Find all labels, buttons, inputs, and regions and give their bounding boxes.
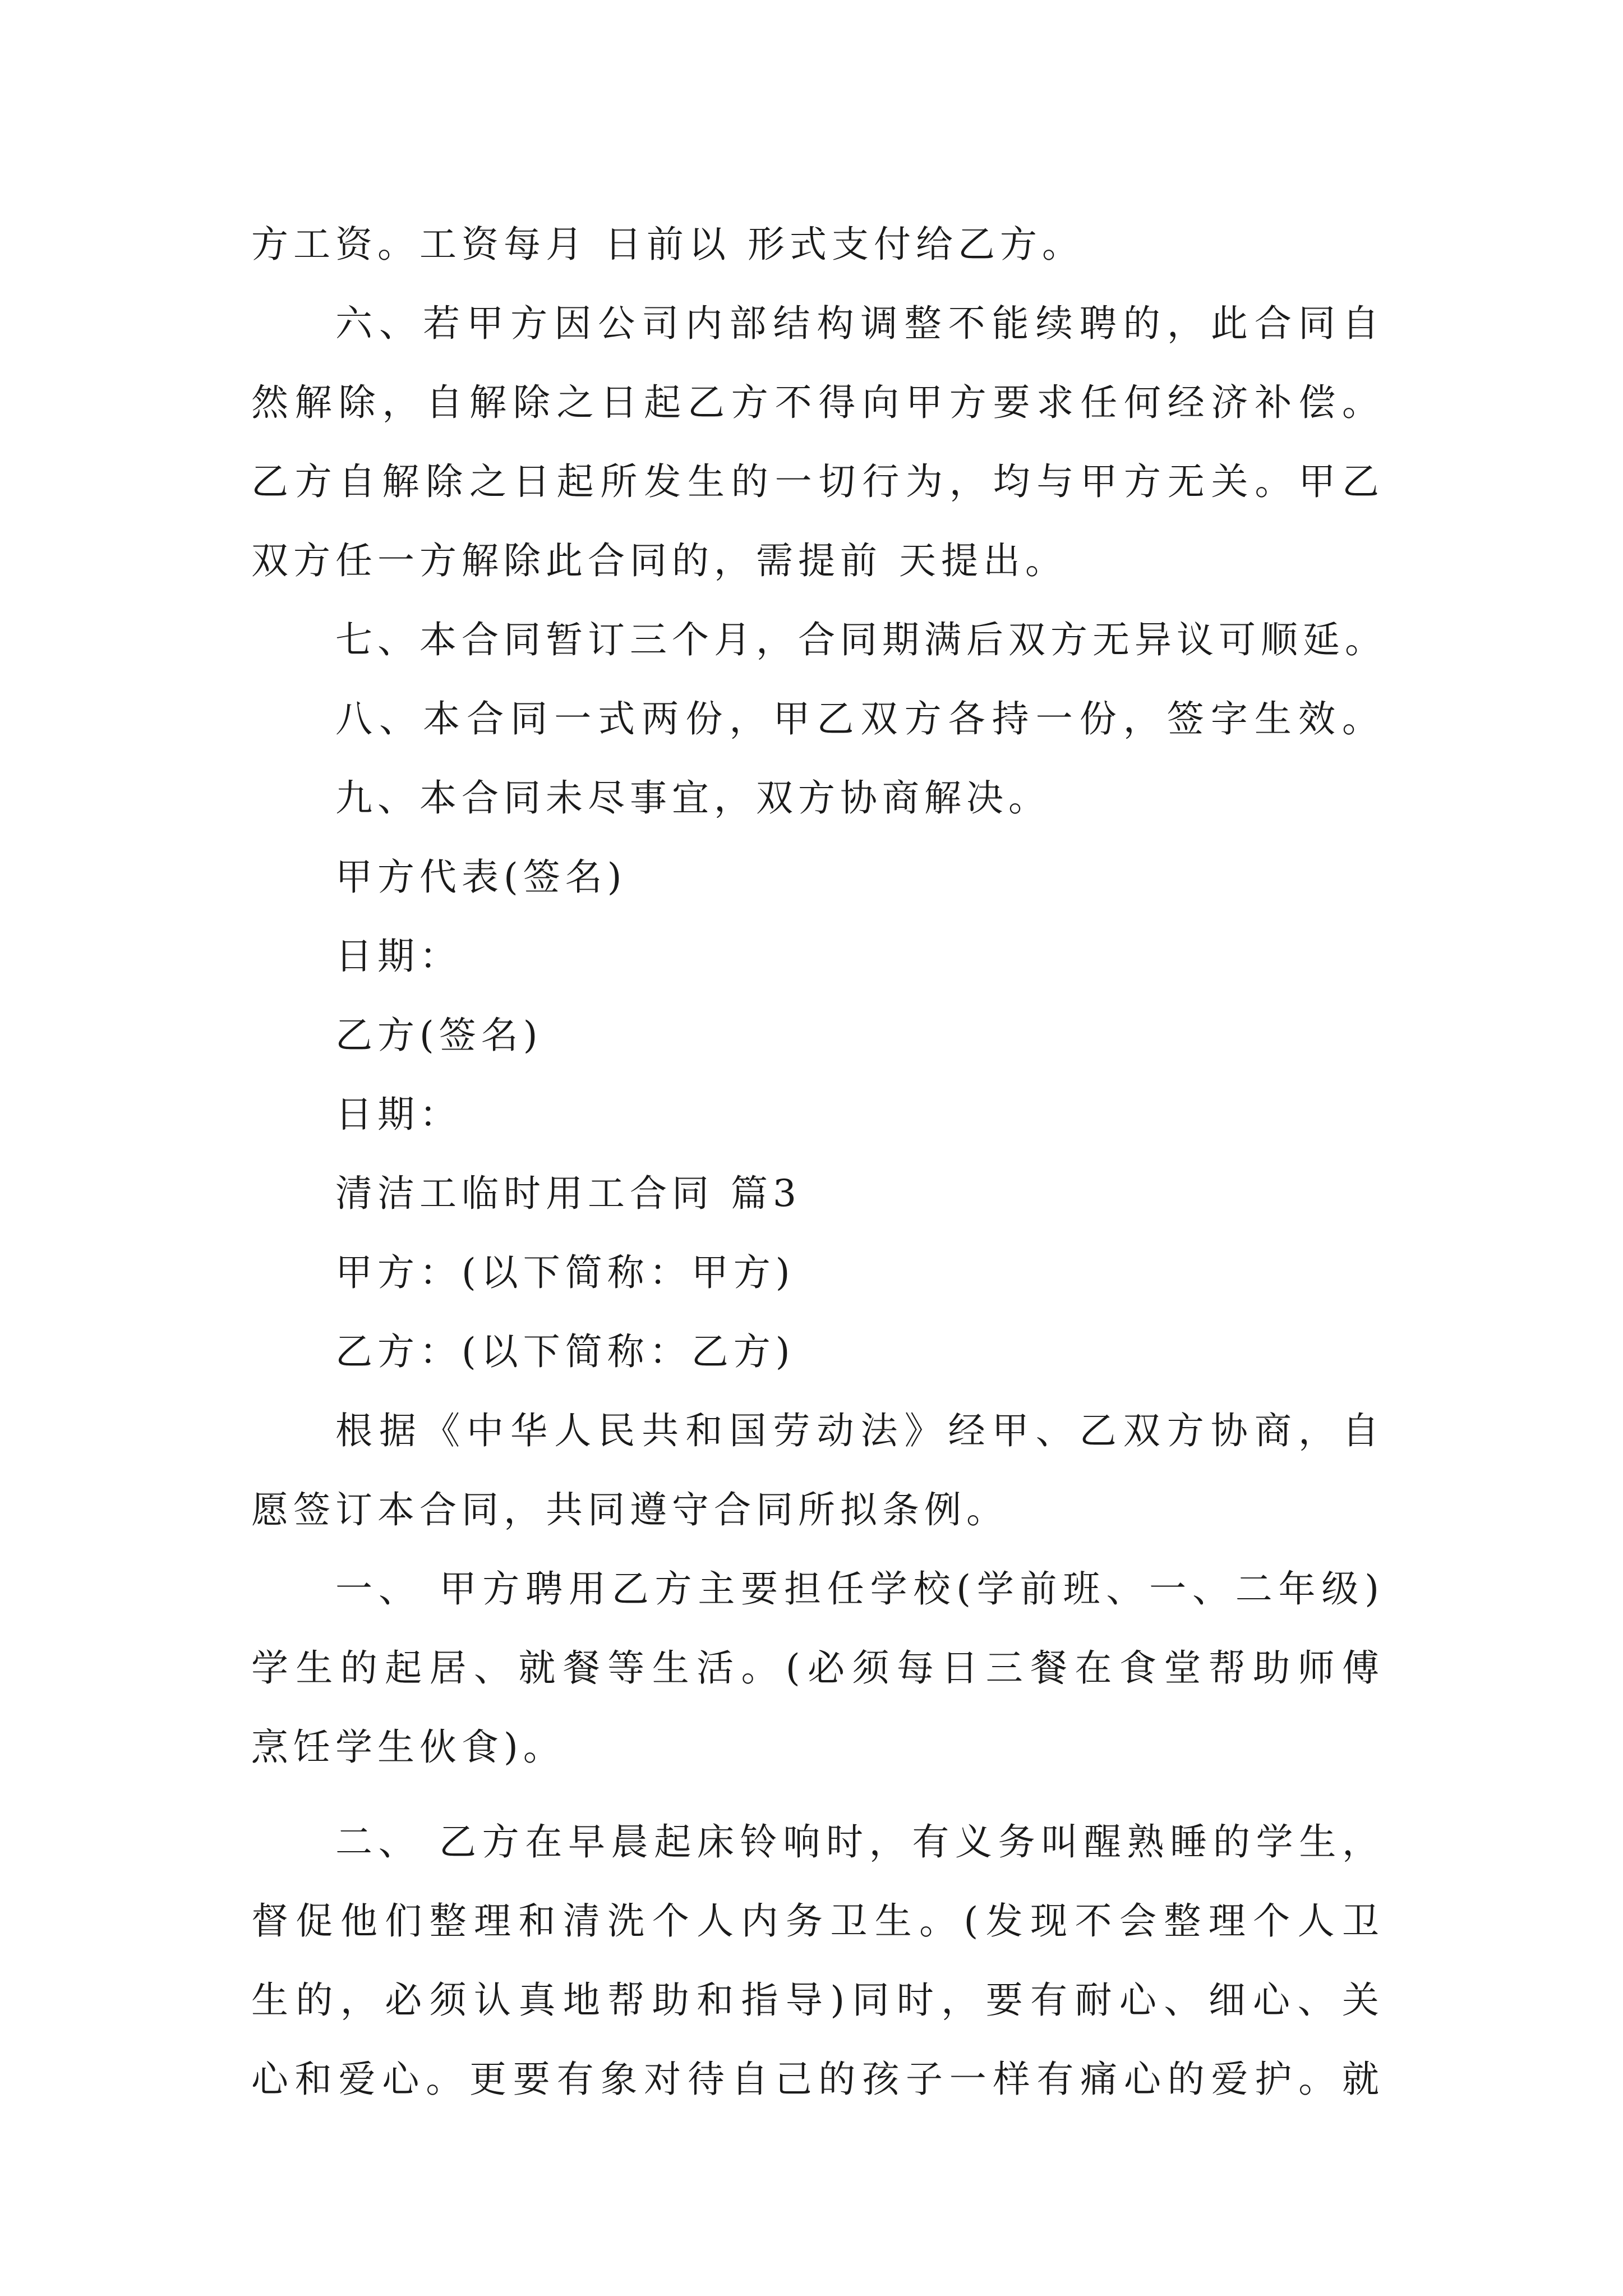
text-line: 根据《中华人民共和国劳动法》经甲、乙双方协商，自: [335, 1409, 1384, 1452]
date-label: 日期：: [335, 1093, 462, 1136]
text-line: 心和爱心。更要有象对待自己的孩子一样有痛心的爱护。就: [251, 2058, 1384, 2101]
text-line: 一、 甲方聘用乙方主要担任学校(学前班、一、二年级): [335, 1567, 1384, 1611]
signature-label: 甲方代表(签名): [335, 855, 627, 899]
text-line: 八、本合同一式两份，甲乙双方各持一份，签字生效。: [335, 697, 1384, 740]
party-line: 乙方：(以下简称：乙方): [335, 1330, 795, 1373]
text-line: 九、本合同未尽事宜，双方协商解决。: [335, 776, 1050, 820]
text-line: 六、若甲方因公司内部结构调整不能续聘的，此合同自: [335, 302, 1384, 345]
text-line: 烹饪学生伙食)。: [251, 1726, 565, 1769]
text-line: 督促他们整理和清洗个人内务卫生。(发现不会整理个人卫: [251, 1899, 1384, 1943]
text-line: 然解除，自解除之日起乙方不得向甲方要求任何经济补偿。: [251, 381, 1384, 424]
text-line: 双方任一方解除此合同的，需提前 天提出。: [251, 539, 1067, 582]
date-label: 日期：: [335, 935, 462, 978]
text-line: 乙方自解除之日起所发生的一切行为，均与甲方无关。甲乙: [251, 460, 1384, 503]
text-line: 学生的起居、就餐等生活。(必须每日三餐在食堂帮助师傅: [251, 1646, 1384, 1690]
text-line: 生的，必须认真地帮助和指导)同时，要有耐心、细心、关: [251, 1978, 1384, 2022]
party-line: 甲方：(以下简称：甲方): [335, 1251, 795, 1294]
text-line: 愿签订本合同，共同遵守合同所拟条例。: [251, 1488, 1008, 1531]
section-heading: 清洁工临时用工合同 篇3: [335, 1172, 801, 1215]
text-line: 二、 乙方在早晨起床铃响时，有义务叫醒熟睡的学生，: [335, 1820, 1384, 1864]
text-line: 七、本合同暂订三个月，合同期满后双方无异议可顺延。: [335, 618, 1387, 661]
signature-label: 乙方(签名): [335, 1014, 543, 1057]
text-line: 方工资。工资每月 日前以 形式支付给乙方。: [251, 223, 1084, 266]
